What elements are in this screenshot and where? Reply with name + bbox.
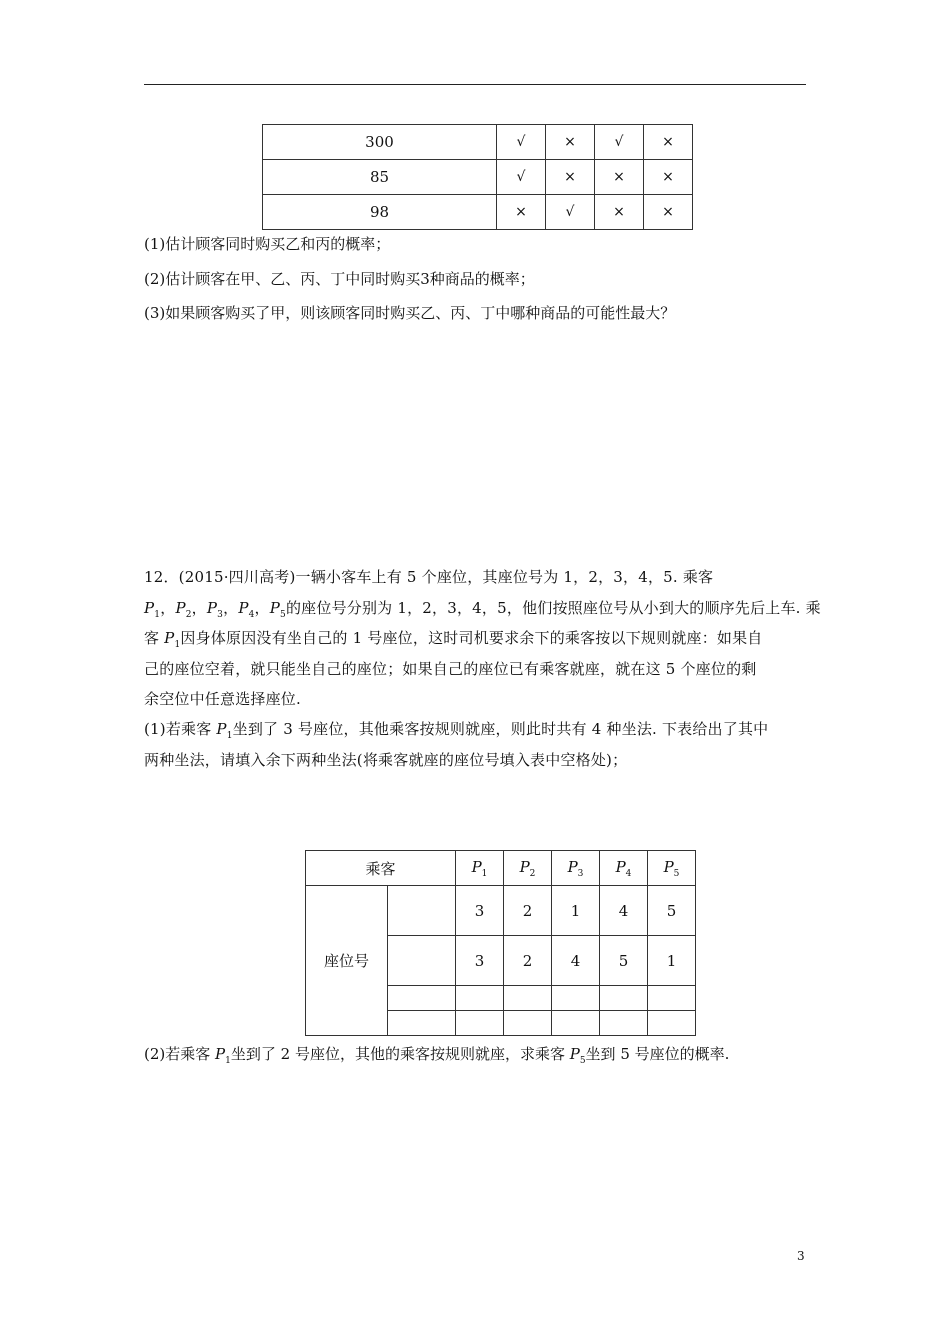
empty-seat-cell bbox=[648, 986, 696, 1011]
seat-cell: 5 bbox=[600, 936, 648, 986]
passenger-p4: $P_4$ bbox=[600, 851, 648, 886]
empty-seat-cell bbox=[504, 1011, 552, 1036]
seat-cell: 2 bbox=[504, 936, 552, 986]
question-12-line: 12．(2015·四川高考)一辆小客车上有 5 个座位，其座位号为 1，2，3，4，5. 乘客 bbox=[144, 568, 714, 586]
question-12-line: 己的座位空着，就只能坐自己的座位；如果自己的座位已有乘客就座，就在这 5 个座位的剩 bbox=[144, 659, 757, 678]
empty-seat-cell bbox=[648, 1011, 696, 1036]
seat-cell: 1 bbox=[648, 936, 696, 986]
purchase-mark: √ bbox=[497, 160, 546, 195]
seat-cell: 5 bbox=[648, 886, 696, 936]
customer-count: 85 bbox=[263, 160, 497, 195]
question-12-line: $P_1$，$P_2$，$P_3$，$P_4$，$P_5$的座位号分别为 1，2，3，4，5，他们按照座位号从小到大的顺序先后上车. 乘 bbox=[144, 598, 821, 620]
page-number: 3 bbox=[797, 1249, 805, 1263]
customer-count: 98 bbox=[263, 195, 497, 230]
seating-table bbox=[305, 850, 696, 1036]
seat-cell: 3 bbox=[456, 936, 504, 986]
purchase-mark: √ bbox=[595, 125, 644, 160]
seat-cell: 4 bbox=[600, 886, 648, 936]
question-12-part-1: (1)若乘客 $P_1$坐到了 3 号座位，其他乘客按规则就座，则此时共有 4 种坐法. 下表给出了其中 两种坐法，请填入余下两种坐法(将乘客就座的座位号填入表中空格处)； bbox=[144, 720, 769, 769]
table-row bbox=[263, 195, 693, 230]
blank-cell bbox=[388, 936, 456, 986]
seat-cell: 3 bbox=[456, 886, 504, 936]
table-row bbox=[306, 851, 696, 886]
empty-seat-cell bbox=[600, 1011, 648, 1036]
question-12-stem bbox=[144, 562, 821, 715]
passenger-p2: $P_2$ bbox=[504, 851, 552, 886]
question-12-line: 客 $P_1$因身体原因没有坐自己的 1 号座位，这时司机要求余下的乘客按以下规则就座：如果自 bbox=[144, 629, 763, 650]
purchase-mark: × bbox=[595, 195, 644, 230]
empty-seat-cell bbox=[504, 986, 552, 1011]
purchase-mark: × bbox=[497, 195, 546, 230]
purchase-mark: × bbox=[546, 125, 595, 160]
purchase-mark: × bbox=[546, 160, 595, 195]
passenger-p1: $P_1$ bbox=[456, 851, 504, 886]
empty-seat-cell bbox=[552, 1011, 600, 1036]
customer-count: 300 bbox=[263, 125, 497, 160]
question-12-part-2: (2)若乘客 $P_1$坐到了 2 号座位，其他的乘客按规则就座，求乘客 $P_5$坐到 5 号座位的概率. bbox=[144, 1045, 730, 1066]
purchase-table bbox=[262, 124, 693, 230]
empty-seat-cell bbox=[552, 986, 600, 1011]
passenger-p5: $P_5$ bbox=[648, 851, 696, 886]
header-rule bbox=[144, 84, 806, 85]
purchase-mark: × bbox=[644, 125, 693, 160]
question-11-part-1: (1)估计顾客同时购买乙和丙的概率； bbox=[144, 235, 391, 253]
purchase-mark: √ bbox=[546, 195, 595, 230]
blank-cell bbox=[388, 986, 456, 1011]
question-11-part-2: (2)估计顾客在甲、乙、丙、丁中同时购买3种商品的概率； bbox=[144, 270, 535, 288]
passenger-p3: $P_3$ bbox=[552, 851, 600, 886]
seat-cell: 2 bbox=[504, 886, 552, 936]
purchase-mark: √ bbox=[497, 125, 546, 160]
blank-cell bbox=[388, 886, 456, 936]
empty-seat-cell bbox=[456, 1011, 504, 1036]
blank-cell bbox=[388, 1011, 456, 1036]
seat-cell: 4 bbox=[552, 936, 600, 986]
empty-seat-cell bbox=[600, 986, 648, 1011]
table-row bbox=[263, 125, 693, 160]
purchase-mark: × bbox=[595, 160, 644, 195]
table-row bbox=[306, 886, 696, 936]
empty-seat-cell bbox=[456, 986, 504, 1011]
passenger-header: 乘客 bbox=[306, 851, 456, 886]
question-12-line: 余空位中任意选择座位. bbox=[144, 690, 301, 708]
seat-cell: 1 bbox=[552, 886, 600, 936]
purchase-mark: × bbox=[644, 160, 693, 195]
purchase-mark: × bbox=[644, 195, 693, 230]
table-row bbox=[263, 160, 693, 195]
seat-number-label: 座位号 bbox=[306, 886, 388, 1036]
question-11-part-3: (3)如果顾客购买了甲，则该顾客同时购买乙、丙、丁中哪种商品的可能性最大？ bbox=[144, 304, 676, 322]
